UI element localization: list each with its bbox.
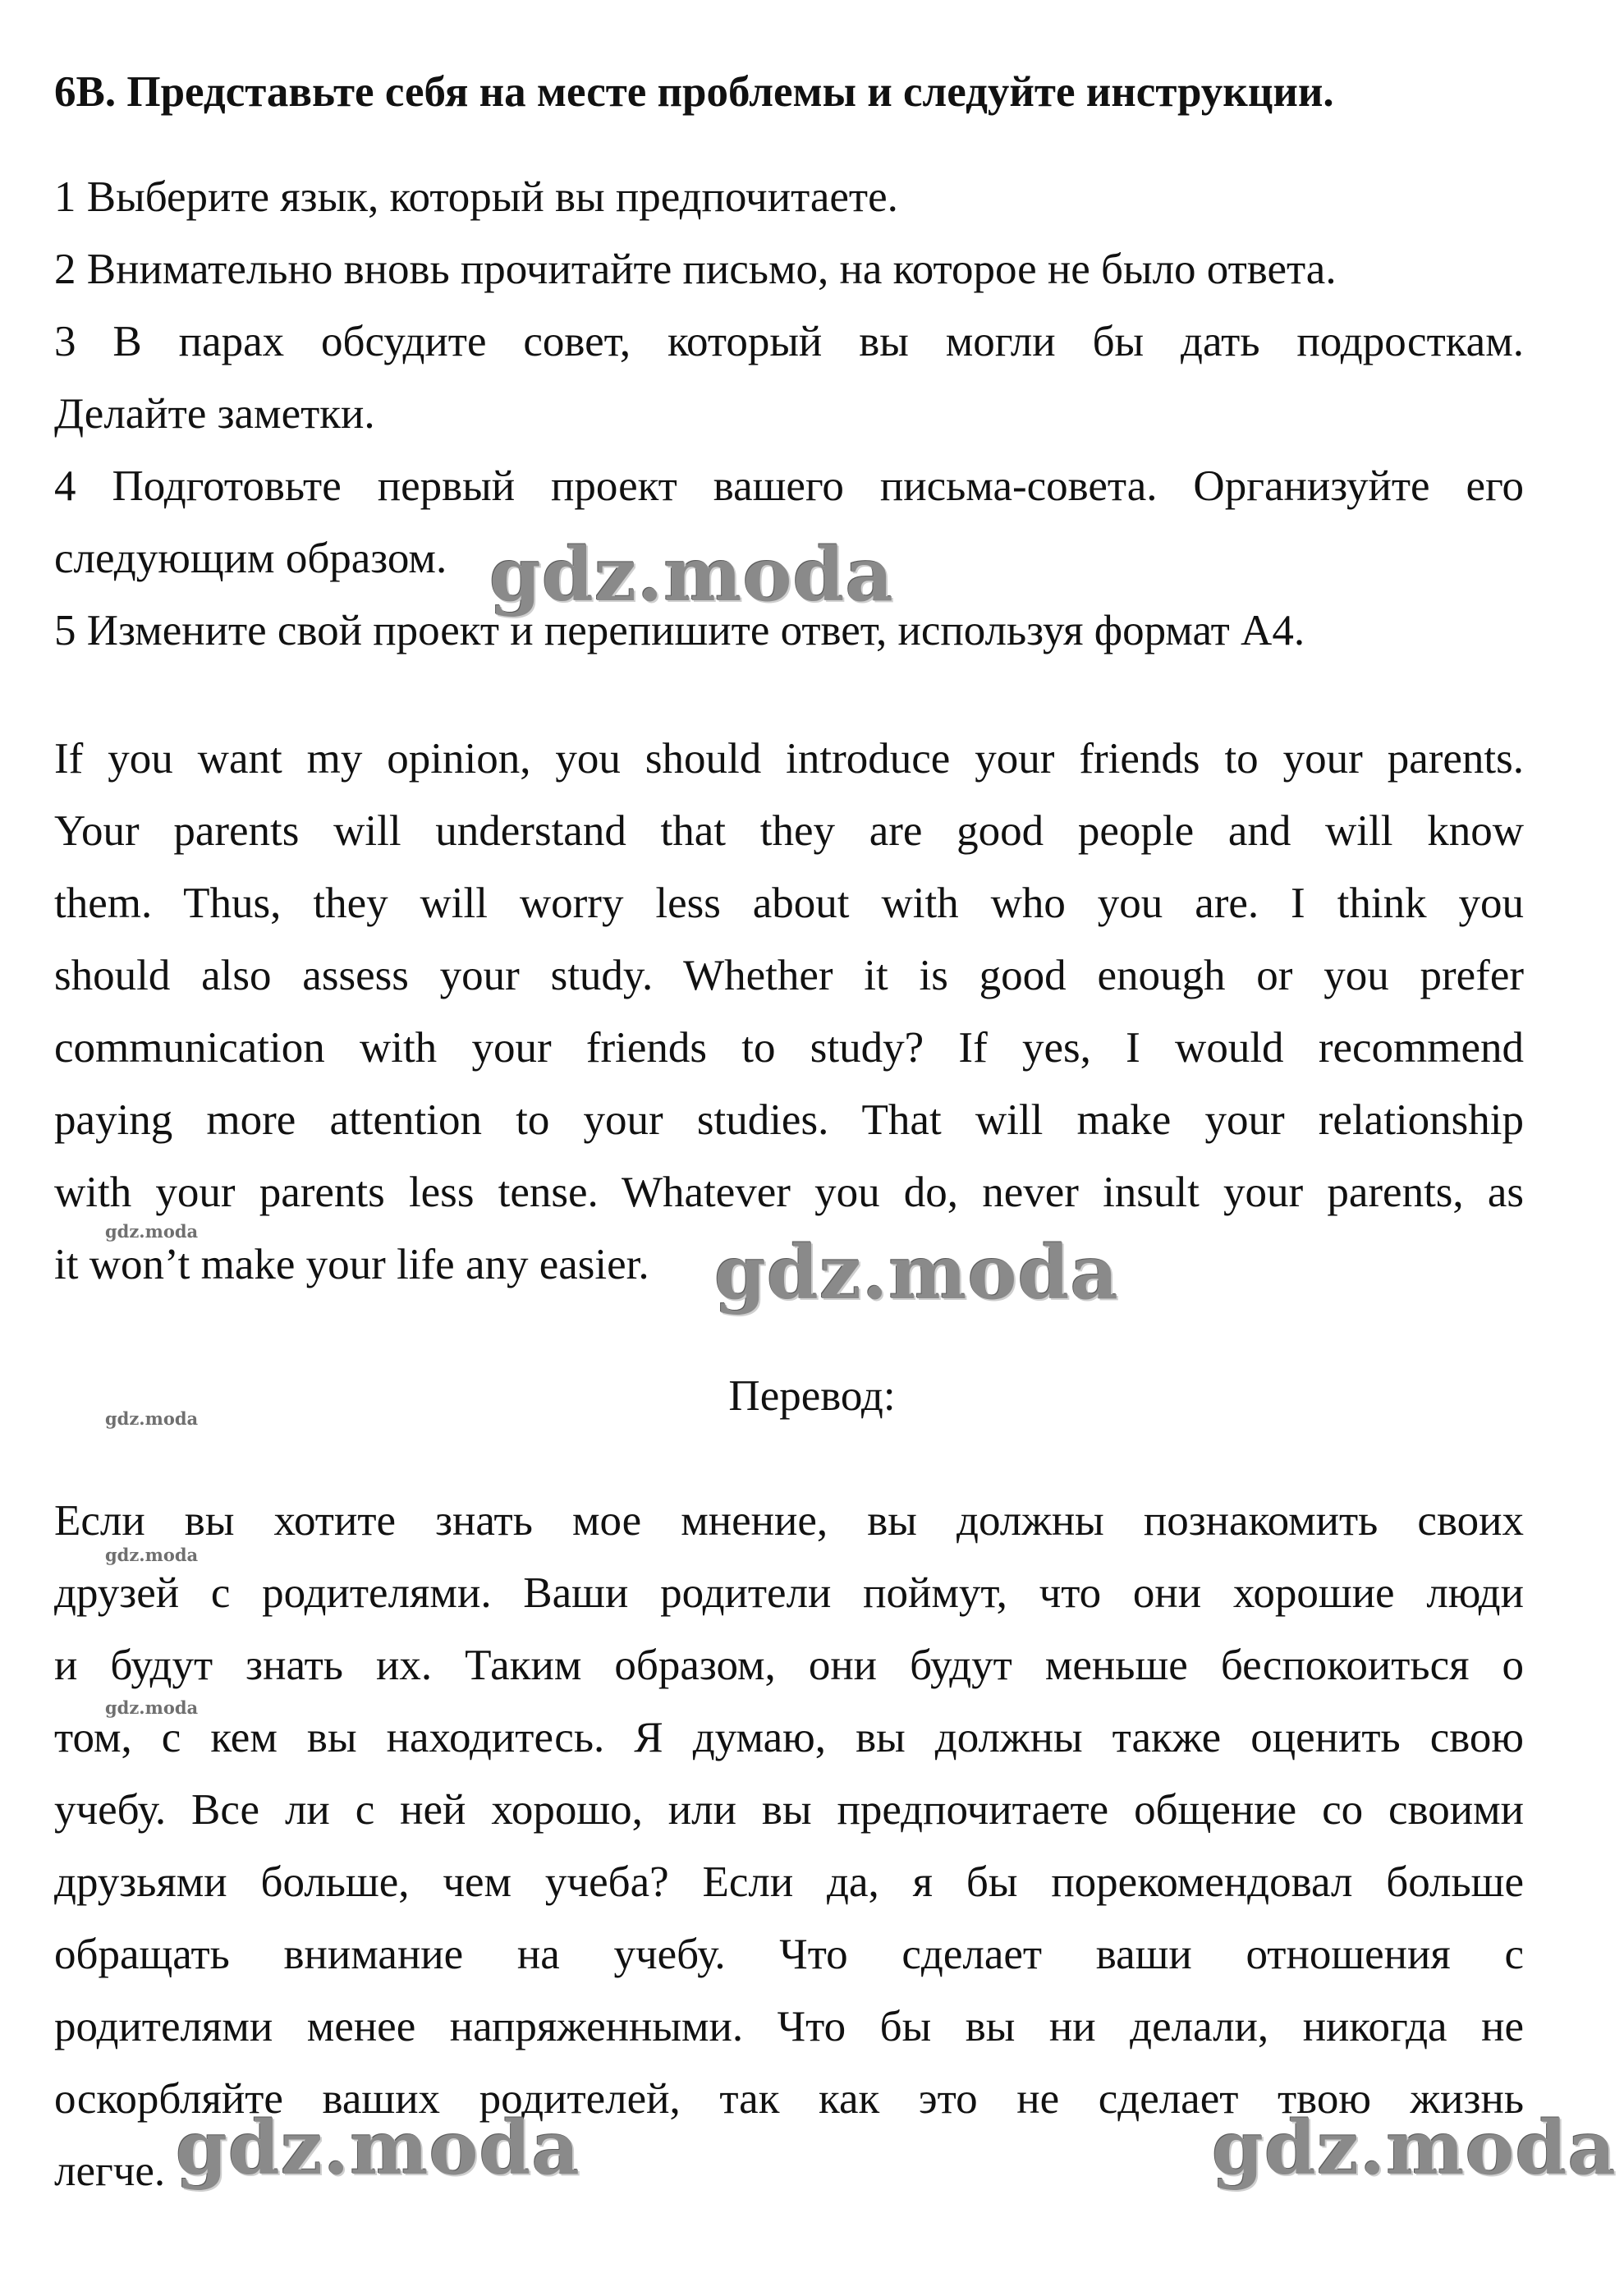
task-heading: 6B. Представьте себя на месте проблемы и следуйте инструкции. [54,68,1334,116]
watermark-small: gdz.moda [105,1408,199,1429]
task-step: 3 В парах обсудите совет, который вы могли бы дать подросткам. [54,318,1524,365]
answer-line: paying more attention to your studies. That will make your relationship [54,1096,1524,1144]
translation-line: оскорбляйте ваших родителей, так как это не сделает твою жизнь [54,2075,1524,2123]
task-step: 2 Внимательно вновь прочитайте письмо, на которое не было ответа. [54,246,1337,293]
task-step-continuation: следующим образом. [54,535,447,582]
task-step: 1 Выберите язык, который вы предпочитаете. [54,173,898,221]
answer-line: them. Thus, they will worry less about with who you are. I think you [54,879,1524,927]
translation-line: друзей с родителями. Ваши родители поймут, что они хорошие люди [54,1569,1524,1617]
translation-line: учебу. Все ли с ней хорошо, или вы предпочитаете общение со своими [54,1786,1524,1834]
answer-line: it won’t make your life any easier. [54,1241,649,1288]
watermark-small: gdz.moda [105,1545,199,1565]
translation-line: обращать внимание на учебу. Что сделает ваши отношения с [54,1931,1524,1978]
translation-line: легче. [54,2147,166,2195]
translation-title: Перевод: [728,1372,896,1420]
translation-line: том, с кем вы находитесь. Я думаю, вы должны также оценить свою [54,1714,1524,1761]
task-step: 5 Измените свой проект и перепишите ответ, используя формат А4. [54,607,1305,654]
watermark-small: gdz.moda [105,1221,199,1242]
watermark-logo: gdz.moda [1212,2105,1617,2192]
watermark-small: gdz.moda [105,1697,199,1718]
watermark-logo: gdz.moda [176,2105,580,2192]
watermark-logo: gdz.moda [714,1229,1119,1316]
answer-line: If you want my opinion, you should introduce your friends to your parents. [54,735,1524,783]
task-step-continuation: Делайте заметки. [54,390,375,438]
translation-line: друзьями больше, чем учеба? Если да, я бы порекомендовал больше [54,1858,1524,1906]
watermark-logo: gdz.moda [489,531,894,618]
answer-line: with your parents less tense. Whatever you do, never insult your parents, as [54,1169,1524,1216]
task-step: 4 Подготовьте первый проект вашего письма-совета. Организуйте его [54,462,1524,510]
answer-line: should also assess your study. Whether it is good enough or you prefer [54,952,1524,999]
translation-line: родителями менее напряженными. Что бы вы ни делали, никогда не [54,2003,1524,2050]
answer-line: Your parents will understand that they are good people and will know [54,807,1524,855]
translation-line: и будут знать их. Таким образом, они будут меньше беспокоиться о [54,1642,1524,1689]
answer-line: communication with your friends to study? If yes, I would recommend [54,1024,1524,1072]
translation-line: Если вы хотите знать мое мнение, вы должны познакомить своих [54,1497,1524,1545]
